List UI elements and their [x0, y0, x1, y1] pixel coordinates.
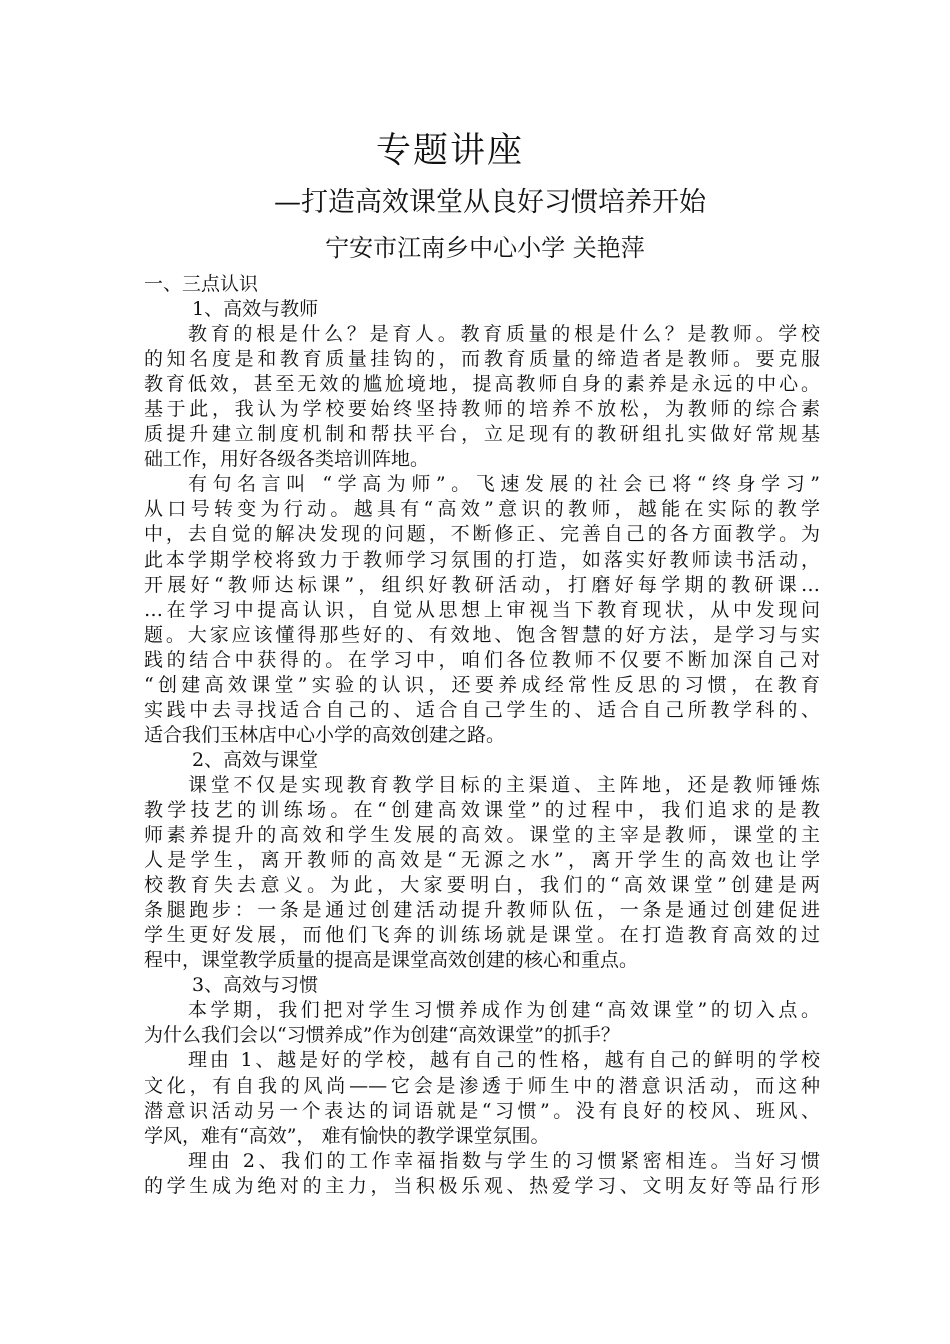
paragraph-line: 为什么我们会以“习惯养成”作为创建“高效课堂”的抓手？ — [144, 1024, 620, 1047]
paragraph-line: 中，去自觉的解决发现的问题，不断修正、完善自己的各方面教学。为 — [144, 523, 820, 546]
paragraph-reason-2 — [144, 1149, 820, 1199]
paragraph-teacher-1 — [144, 322, 820, 472]
paragraph-teacher-2 — [144, 472, 820, 748]
paragraph-line: “创建高效课堂”实验的认识，还要养成经常性反思的习惯，在教育 — [144, 673, 820, 696]
paragraph-line: …在学习中提高认识，自觉从思想上审视当下教育现状，从中发现问 — [144, 598, 820, 621]
section-heading-1: 一、三点认识 — [144, 273, 259, 295]
paragraph-habit-intro — [144, 998, 820, 1048]
paragraph-line: 的知名度是和教育质量挂钩的，而教育质量的缔造者是教师。要克服 — [144, 348, 820, 371]
paragraph-line: 践的结合中获得的。在学习中，咱们各位教师不仅要不断加深自己对 — [144, 648, 820, 671]
subsection-heading-classroom: 2、高效与课堂 — [192, 748, 319, 771]
paragraph-line: 的学生成为绝对的主力，当积极乐观、热爱学习、文明友好等品行形 — [144, 1174, 820, 1197]
paragraph-reason-1 — [144, 1048, 820, 1148]
paragraph-line: 校教育失去意义。为此，大家要明白，我们的“高效课堂”创建是两 — [144, 874, 820, 897]
paragraph-line: 教育的根是什么？是育人。教育质量的根是什么？是教师。学校 — [188, 323, 820, 346]
paragraph-line: 条腿跑步：一条是通过创建活动提升教师队伍，一条是通过创建促进 — [144, 899, 820, 922]
document-body — [144, 272, 820, 1199]
paragraph-line: 开展好“教师达标课”，组织好教研活动，打磨好每学期的教研课… — [144, 573, 820, 596]
paragraph-line: 人是学生，离开教师的高效是“无源之水”，离开学生的高效也让学 — [144, 849, 820, 872]
paragraph-line: 本学期，我们把对学生习惯养成作为创建“高效课堂”的切入点。 — [188, 999, 820, 1022]
paragraph-line: 学生更好发展，而他们飞奔的训练场就是课堂。在打造教育高效的过 — [144, 924, 820, 947]
paragraph-line: 有句名言叫 “学高为师”。飞速发展的社会已将“终身学习” — [188, 473, 820, 496]
paragraph-line: 适合我们玉林店中心小学的高效创建之路。 — [144, 723, 506, 746]
paragraph-line: 基于此，我认为学校要始终坚持教师的培养不放松，为教师的综合素 — [144, 398, 820, 421]
paragraph-line: 理由 2、我们的工作幸福指数与学生的习惯紧密相连。当好习惯 — [188, 1149, 820, 1172]
paragraph-line: 程中，课堂教学质量的提高是课堂高效创建的核心和重点。 — [144, 949, 639, 972]
paragraph-line: 学风，难有“高效”， 难有愉快的教学课堂氛围。 — [144, 1124, 550, 1147]
paragraph-line: 题。大家应该懂得那些好的、有效地、饱含智慧的好方法，是学习与实 — [144, 623, 820, 646]
paragraph-line: 师素养提升的高效和学生发展的高效。课堂的主宰是教师，课堂的主 — [144, 824, 820, 847]
paragraph-line: 课堂不仅是实现教育教学目标的主渠道、主阵地，还是教师锤炼 — [188, 773, 820, 796]
paragraph-line: 质提升建立制度机制和帮扶平台，立足现有的教研组扎实做好常规基 — [144, 423, 820, 446]
document-title: 专题讲座 — [375, 131, 524, 171]
paragraph-line: 从口号转变为行动。越具有“高效”意识的教师，越能在实际的教学 — [144, 498, 820, 521]
paragraph-line: 文化，有自我的风尚——它会是渗透于师生中的潜意识活动，而这种 — [144, 1074, 820, 1097]
paragraph-line: 此本学期学校将致力于教师学习氛围的打造，如落实好教师读书活动， — [144, 548, 820, 571]
paragraph-line: 实践中去寻找适合自己的、适合自己学生的、适合自己所教学科的、 — [144, 698, 820, 721]
paragraph-line: 础工作，用好各级各类培训阵地。 — [144, 448, 430, 471]
subsection-heading-teacher: 1、高效与教师 — [192, 298, 319, 321]
paragraph-line: 理由 1、越是好的学校，越有自己的性格，越有自己的鲜明的学校 — [188, 1049, 820, 1072]
author-line: 宁安市江南乡中心小学 关艳萍 — [325, 234, 645, 262]
paragraph-line: 教育低效，甚至无效的尴尬境地，提高教师自身的素养是永远的中心。 — [144, 373, 820, 396]
document-subtitle: —打造高效课堂从良好习惯培养开始 — [274, 187, 706, 218]
paragraph-classroom — [144, 773, 820, 973]
paragraph-line: 潜意识活动另一个表达的词语就是“习惯”。没有良好的校风、班风、 — [144, 1099, 820, 1122]
subsection-heading-habit: 3、高效与习惯 — [192, 974, 319, 997]
paragraph-line: 教学技艺的训练场。在“创建高效课堂”的过程中，我们追求的是教 — [144, 798, 820, 821]
